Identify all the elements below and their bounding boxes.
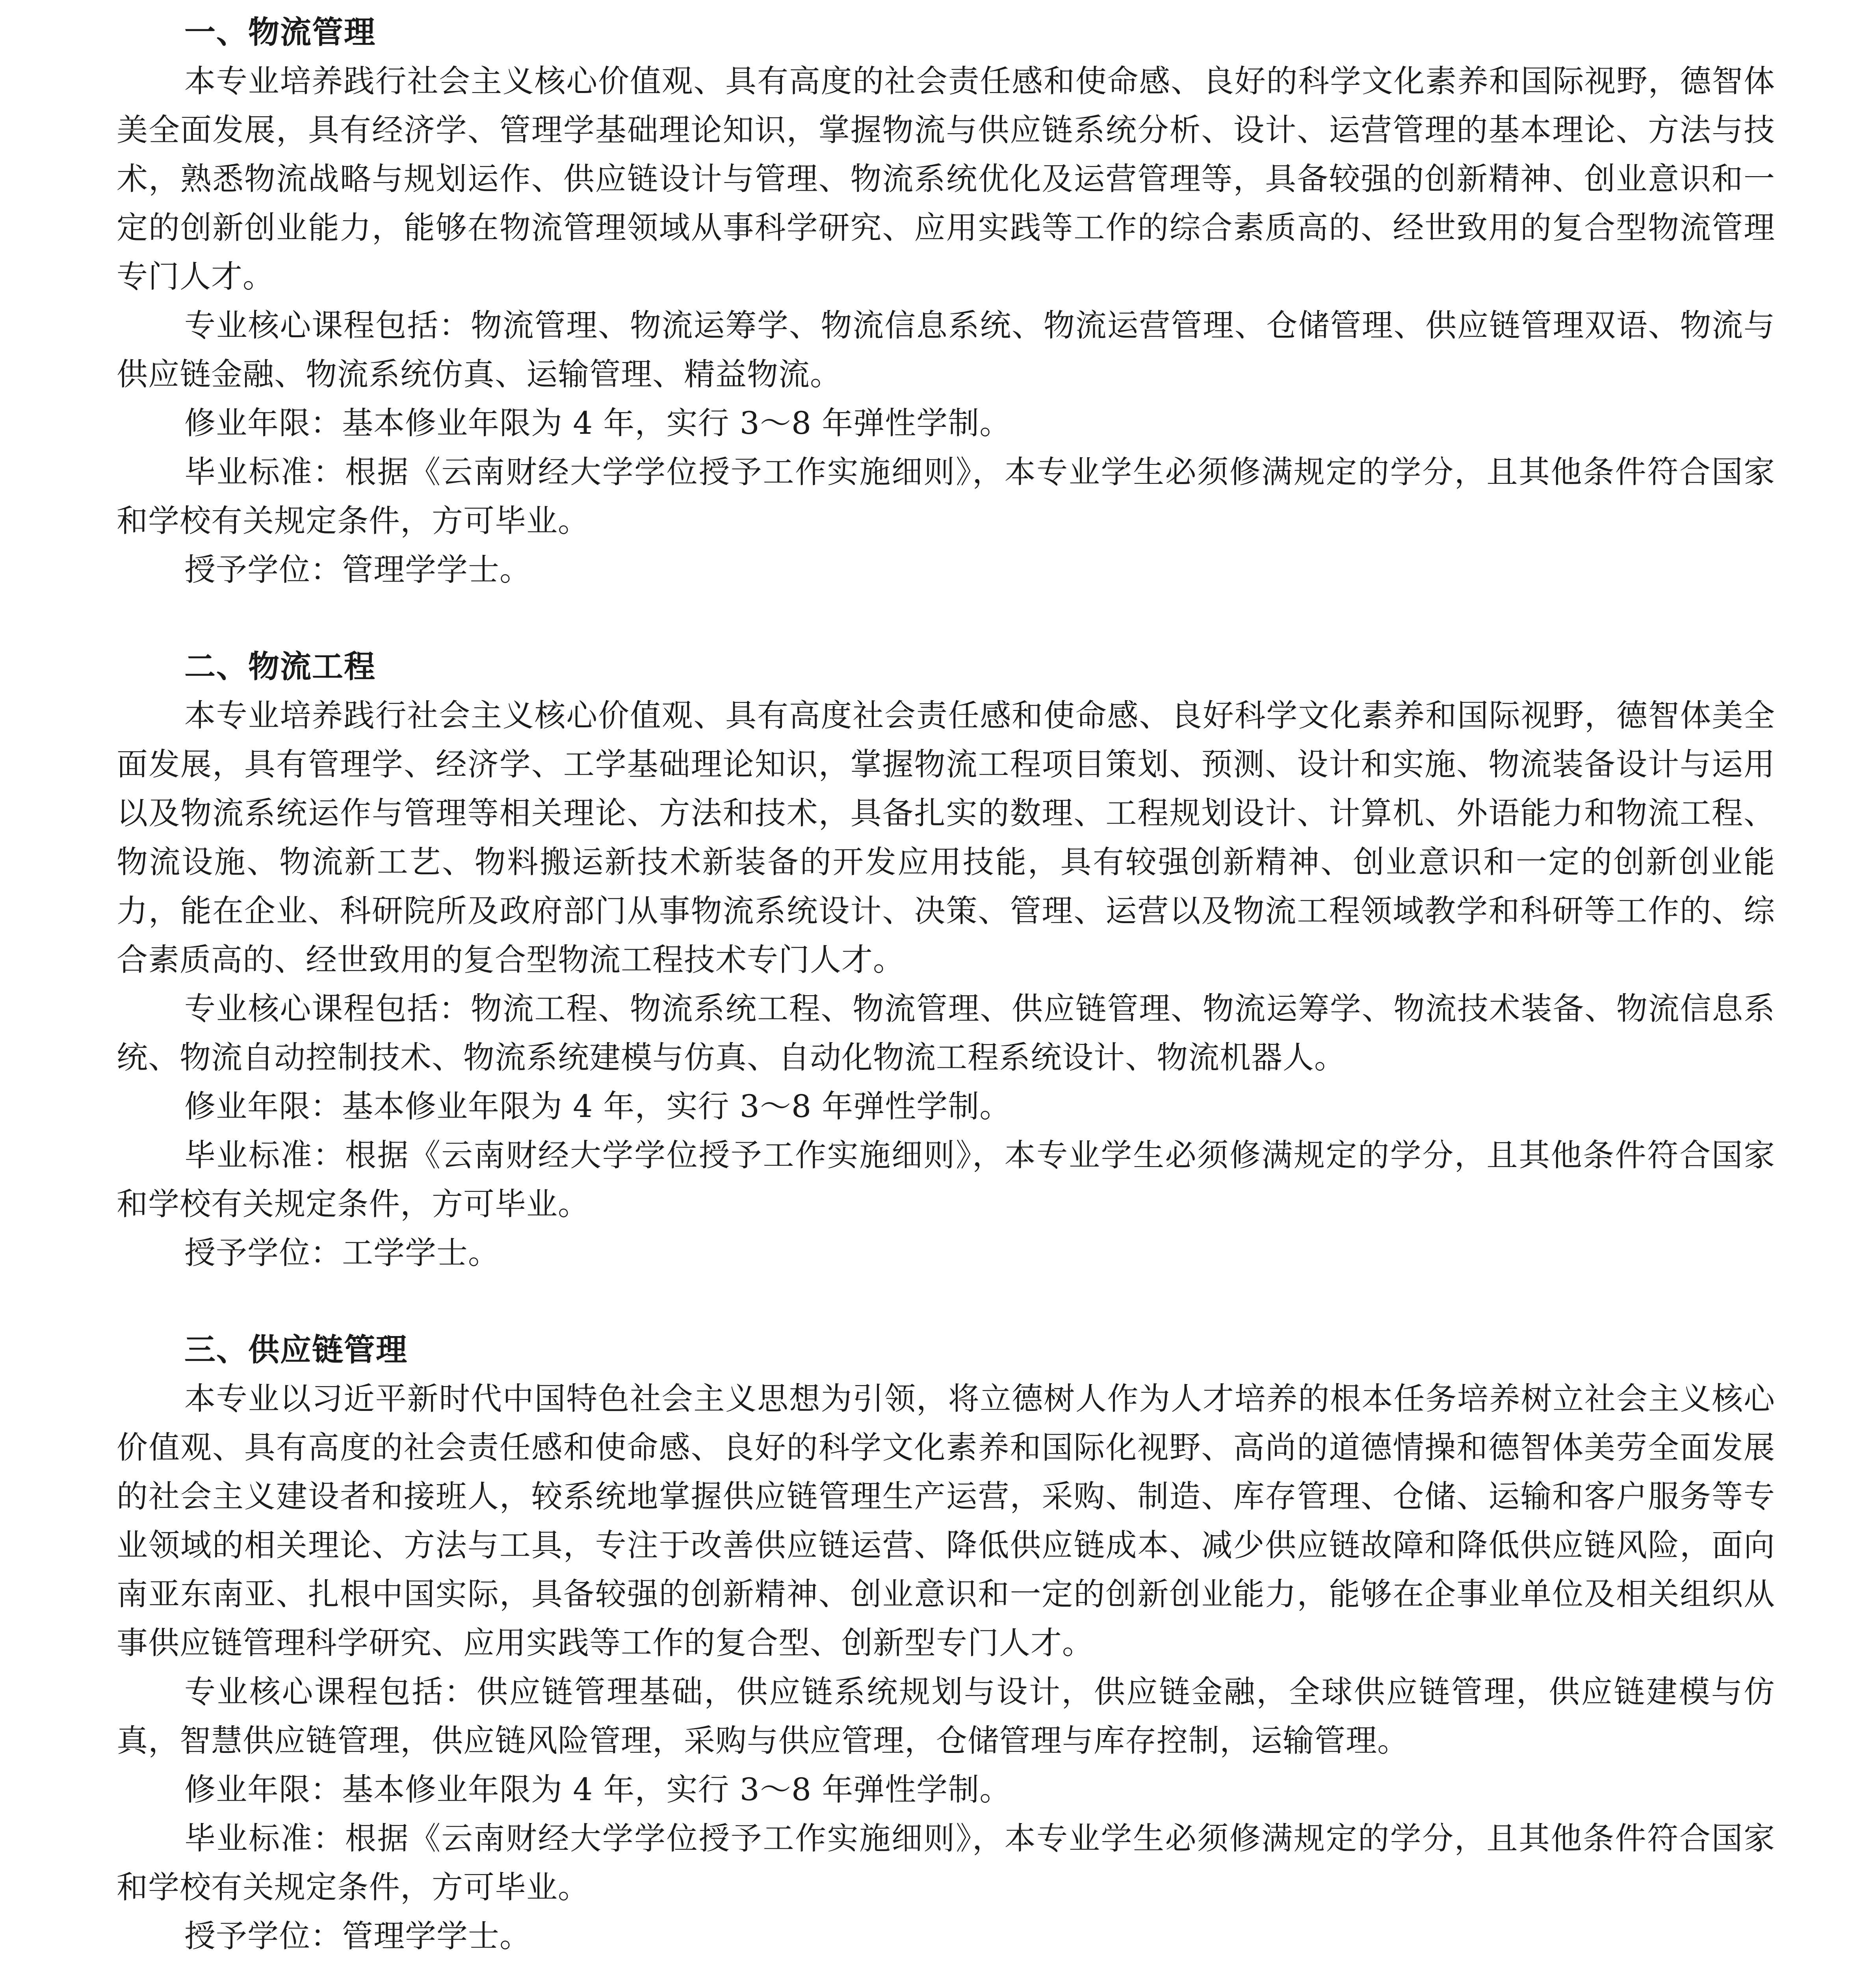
section-intro: 本专业培养践行社会主义核心价值观、具有高度社会责任感和使命感、良好科学文化素养和国际视野，德智体美全面发展，具有管理学、经济学、工学基础理论知识，掌握物流工程项目策划、预测、设计和实施、物流装备设计与运用以及物流系统运作与管理等相关理论、方法和技术，具备扎实的数理、工程规划设计、计算机、外语能力和物流工程、物流设施、物流新工艺、物料搬运新技术新装备的开发应用技能，具有较强创新精神、创业意识和一定的创新创业能力，能在企业、科研院所及政府部门从事物流系统设计、决策、管理、运营以及物流工程领域教学和科研等工作的、综合素质高的、经世致用的复合型物流工程技术专门人才。: [117, 697, 1775, 978]
degree-awarded: [117, 1228, 1775, 1277]
study-duration-value: 基本修业年限为 4 年，实行 3～8 年弹性学制。: [342, 1771, 1011, 1808]
section-intro: 本专业以习近平新时代中国特色社会主义思想为引领，将立德树人作为人才培养的根本任务培养树立社会主义核心价值观、具有高度的社会责任感和使命感、良好的科学文化素养和国际化视野、高尚的道德情操和德智体美劳全面发展的社会主义建设者和接班人，较系统地掌握供应链管理生产运营，采购、制造、库存管理、仓储、运输和客户服务等专业领域的相关理论、方法与工具，专注于改善供应链运营、降低供应链成本、减少供应链故障和降低供应链风险，面向南亚东南亚、扎根中国实际，具备较强的创新精神、创业意识和一定的创新创业能力，能够在企事业单位及相关组织从事供应链管理科学研究、应用实践等工作的复合型、创新型专门人才。: [117, 1381, 1775, 1661]
core-courses: [117, 301, 1775, 399]
section-intro: 本专业培养践行社会主义核心价值观、具有高度的社会责任感和使命感、良好的科学文化素养和国际视野，德智体美全面发展，具有经济学、管理学基础理论知识，掌握物流与供应链系统分析、设计、运营管理的基本理论、方法与技术，熟悉物流战略与规划运作、供应链设计与管理、物流系统优化及运营管理等，具备较强的创新精神、创业意识和一定的创新创业能力，能够在物流管理领域从事科学研究、应用实践等工作的综合素质高的、经世致用的复合型物流管理专门人才。: [117, 63, 1775, 295]
degree-awarded: [117, 545, 1775, 594]
graduation-standard-label: 毕业标准：: [184, 1137, 345, 1173]
graduation-standard: [117, 1131, 1775, 1228]
graduation-standard-label: 毕业标准：: [184, 454, 345, 490]
core-courses: [117, 1667, 1775, 1765]
core-courses-value: 供应链管理基础，供应链系统规划与设计，供应链金融，全球供应链管理，供应链建模与仿真，智慧供应链管理，供应链风险管理，采购与供应管理，仓储管理与库存控制，运输管理。: [117, 1674, 1775, 1759]
study-duration-label: 修业年限：: [184, 405, 342, 441]
graduation-standard-value: 根据《云南财经大学学位授予工作实施细则》，本专业学生必须修满规定的学分，且其他条件符合国家和学校有关规定条件，方可毕业。: [117, 1820, 1776, 1905]
graduation-standard: [117, 1814, 1775, 1912]
study-duration: [117, 1765, 1775, 1814]
graduation-standard-value: 根据《云南财经大学学位授予工作实施细则》，本专业学生必须修满规定的学分，且其他条件符合国家和学校有关规定条件，方可毕业。: [117, 1137, 1776, 1222]
section-logistics-engineering: [117, 642, 1775, 1277]
study-duration-value: 基本修业年限为 4 年，实行 3～8 年弹性学制。: [342, 405, 1011, 441]
degree-awarded-label: 授予学位：: [184, 1918, 342, 1954]
degree-awarded-label: 授予学位：: [184, 1235, 342, 1271]
section-heading: 二、物流工程: [184, 649, 376, 685]
degree-awarded: [117, 1912, 1775, 1961]
study-duration-label: 修业年限：: [184, 1088, 342, 1124]
degree-awarded-value: 管理学学士。: [342, 552, 531, 588]
degree-awarded-label: 授予学位：: [184, 552, 342, 588]
study-duration: [117, 399, 1775, 448]
study-duration: [117, 1082, 1775, 1131]
section-heading: 一、物流管理: [184, 14, 376, 50]
graduation-standard-label: 毕业标准：: [184, 1820, 345, 1857]
document-page: [117, 8, 1775, 1961]
degree-awarded-value: 工学学士。: [342, 1235, 500, 1271]
core-courses-value: 物流工程、物流系统工程、物流管理、供应链管理、物流运筹学、物流技术装备、物流信息系统、物流自动控制技术、物流系统建模与仿真、自动化物流工程系统设计、物流机器人。: [117, 991, 1776, 1076]
graduation-standard: [117, 448, 1775, 545]
core-courses-label: 专业核心课程包括：: [184, 307, 471, 344]
section-heading: 三、供应链管理: [184, 1332, 408, 1368]
core-courses-label: 专业核心课程包括：: [184, 991, 471, 1027]
study-duration-label: 修业年限：: [184, 1771, 342, 1808]
section-supply-chain-management: [117, 1325, 1775, 1961]
section-logistics-management: [117, 8, 1775, 594]
core-courses-label: 专业核心课程包括：: [184, 1674, 477, 1710]
core-courses: [117, 984, 1775, 1082]
graduation-standard-value: 根据《云南财经大学学位授予工作实施细则》，本专业学生必须修满规定的学分，且其他条件符合国家和学校有关规定条件，方可毕业。: [117, 454, 1776, 539]
degree-awarded-value: 管理学学士。: [342, 1918, 531, 1954]
core-courses-value: 物流管理、物流运筹学、物流信息系统、物流运营管理、仓储管理、供应链管理双语、物流与供应链金融、物流系统仿真、运输管理、精益物流。: [117, 307, 1776, 392]
study-duration-value: 基本修业年限为 4 年，实行 3～8 年弹性学制。: [342, 1088, 1011, 1124]
